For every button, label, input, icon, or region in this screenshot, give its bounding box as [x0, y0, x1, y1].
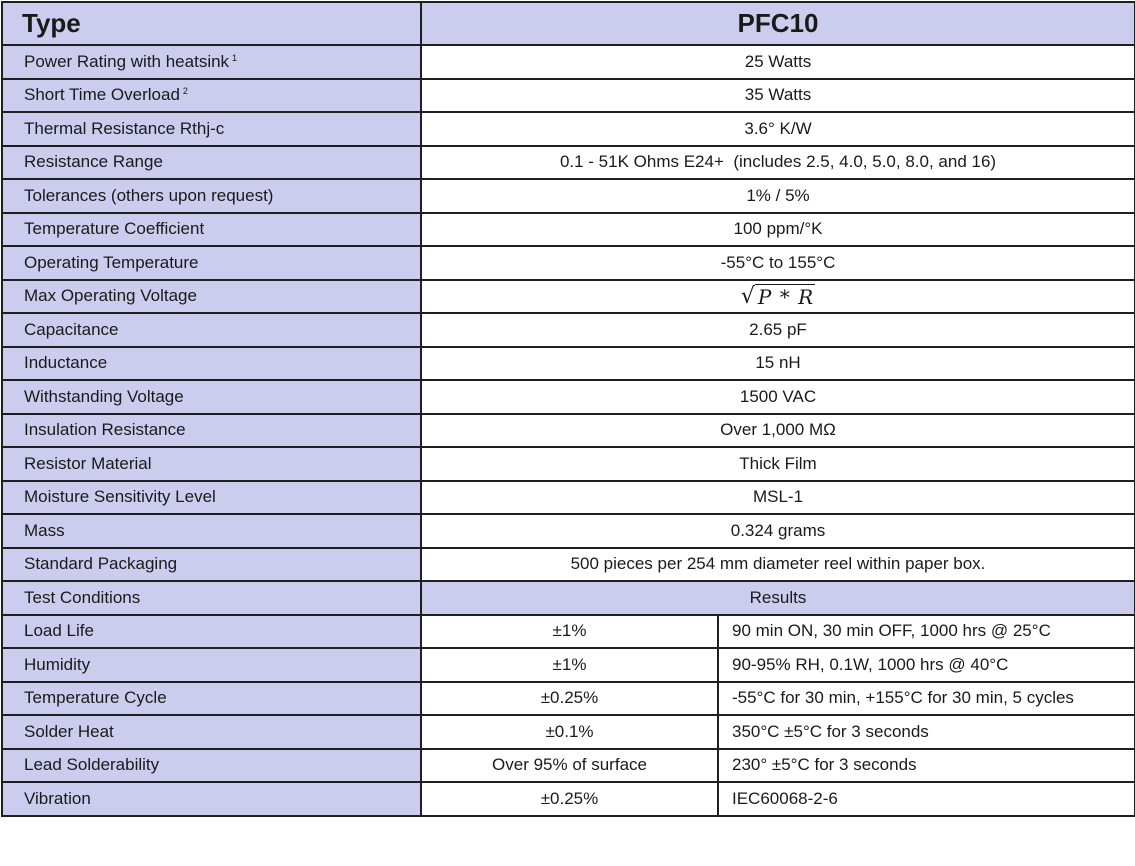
spec-value: 2.65 pF [421, 313, 1135, 347]
spec-value: 0.1 - 51K Ohms E24+ (includes 2.5, 4.0, 5.0, 8.0, and 16) [421, 146, 1135, 180]
test-conditions-header: Test Conditions [2, 581, 421, 615]
test-label: Temperature Cycle [2, 682, 421, 716]
table-row [2, 715, 1135, 749]
test-label: Humidity [2, 648, 421, 682]
spec-value: 100 ppm/°K [421, 213, 1135, 247]
spec-label: Resistor Material [2, 447, 421, 481]
spec-label: Standard Packaging [2, 548, 421, 582]
test-result: ±0.25% [421, 682, 718, 716]
spec-label: Mass [2, 514, 421, 548]
table-row [2, 213, 1135, 247]
spec-value: Over 1,000 MΩ [421, 414, 1135, 448]
table-row [2, 648, 1135, 682]
spec-label: Moisture Sensitivity Level [2, 481, 421, 515]
spec-label: Tolerances (others upon request) [2, 179, 421, 213]
table-row [2, 146, 1135, 180]
spec-label: Inductance [2, 347, 421, 381]
test-result: ±1% [421, 615, 718, 649]
test-label: Lead Solderability [2, 749, 421, 783]
table-row [2, 749, 1135, 783]
spec-value: -55°C to 155°C [421, 246, 1135, 280]
sqrt-formula [741, 284, 815, 308]
spec-value: MSL-1 [421, 481, 1135, 515]
footnote-marker: 1 [232, 52, 238, 63]
test-result: ±0.1% [421, 715, 718, 749]
table-row [2, 280, 1135, 314]
test-result: ±0.25% [421, 782, 718, 816]
spec-value: 1500 VAC [421, 380, 1135, 414]
spec-label: Power Rating with heatsink $^1$ [2, 45, 421, 79]
test-label: Vibration [2, 782, 421, 816]
table-row [2, 313, 1135, 347]
spec-table [1, 1, 1135, 817]
spec-label: Thermal Resistance Rthj-c [2, 112, 421, 146]
test-label: Load Life [2, 615, 421, 649]
test-condition: IEC60068-2-6 [718, 782, 1135, 816]
spec-value: 25 Watts [421, 45, 1135, 79]
test-result: ±1% [421, 648, 718, 682]
spec-label: Withstanding Voltage [2, 380, 421, 414]
table-row [2, 45, 1135, 79]
spec-label: Operating Temperature [2, 246, 421, 280]
spec-value: 0.324 grams [421, 514, 1135, 548]
table-row [2, 548, 1135, 582]
type-header: Type [2, 2, 421, 45]
table-header-row [2, 2, 1135, 45]
spec-value: Thick Film [421, 447, 1135, 481]
table-row [2, 782, 1135, 816]
test-header-row [2, 581, 1135, 615]
table-row [2, 447, 1135, 481]
spec-value: 500 pieces per 254 mm diameter reel within paper box. [421, 548, 1135, 582]
table-row [2, 615, 1135, 649]
table-row [2, 481, 1135, 515]
test-condition: 90 min ON, 30 min OFF, 1000 hrs @ 25°C [718, 615, 1135, 649]
spec-label: Capacitance [2, 313, 421, 347]
spec-label: Short Time Overload $^2$ [2, 79, 421, 113]
spec-label: Insulation Resistance [2, 414, 421, 448]
table-row [2, 79, 1135, 113]
table-row [2, 682, 1135, 716]
spec-value [421, 280, 1135, 314]
model-header: PFC10 [421, 2, 1135, 45]
results-header: Results [421, 581, 1135, 615]
spec-value: 3.6° K/W [421, 112, 1135, 146]
test-condition: 350°C ±5°C for 3 seconds [718, 715, 1135, 749]
spec-value: 15 nH [421, 347, 1135, 381]
spec-value: 1% / 5% [421, 179, 1135, 213]
table-row [2, 347, 1135, 381]
spec-value: 35 Watts [421, 79, 1135, 113]
spec-label: Resistance Range [2, 146, 421, 180]
spec-label: Temperature Coefficient [2, 213, 421, 247]
test-condition: 230° ±5°C for 3 seconds [718, 749, 1135, 783]
test-condition: -55°C for 30 min, +155°C for 30 min, 5 cycles [718, 682, 1135, 716]
footnote-marker: 2 [182, 86, 188, 97]
test-condition: 90-95% RH, 0.1W, 1000 hrs @ 40°C [718, 648, 1135, 682]
table-row [2, 514, 1135, 548]
test-result: Over 95% of surface [421, 749, 718, 783]
formula-expression: P * R [755, 284, 815, 308]
table-row [2, 246, 1135, 280]
spec-label: Max Operating Voltage [2, 280, 421, 314]
table-row [2, 179, 1135, 213]
test-label: Solder Heat [2, 715, 421, 749]
table-row [2, 112, 1135, 146]
table-row [2, 380, 1135, 414]
table-row [2, 414, 1135, 448]
square-root-symbol: √ [740, 284, 755, 310]
